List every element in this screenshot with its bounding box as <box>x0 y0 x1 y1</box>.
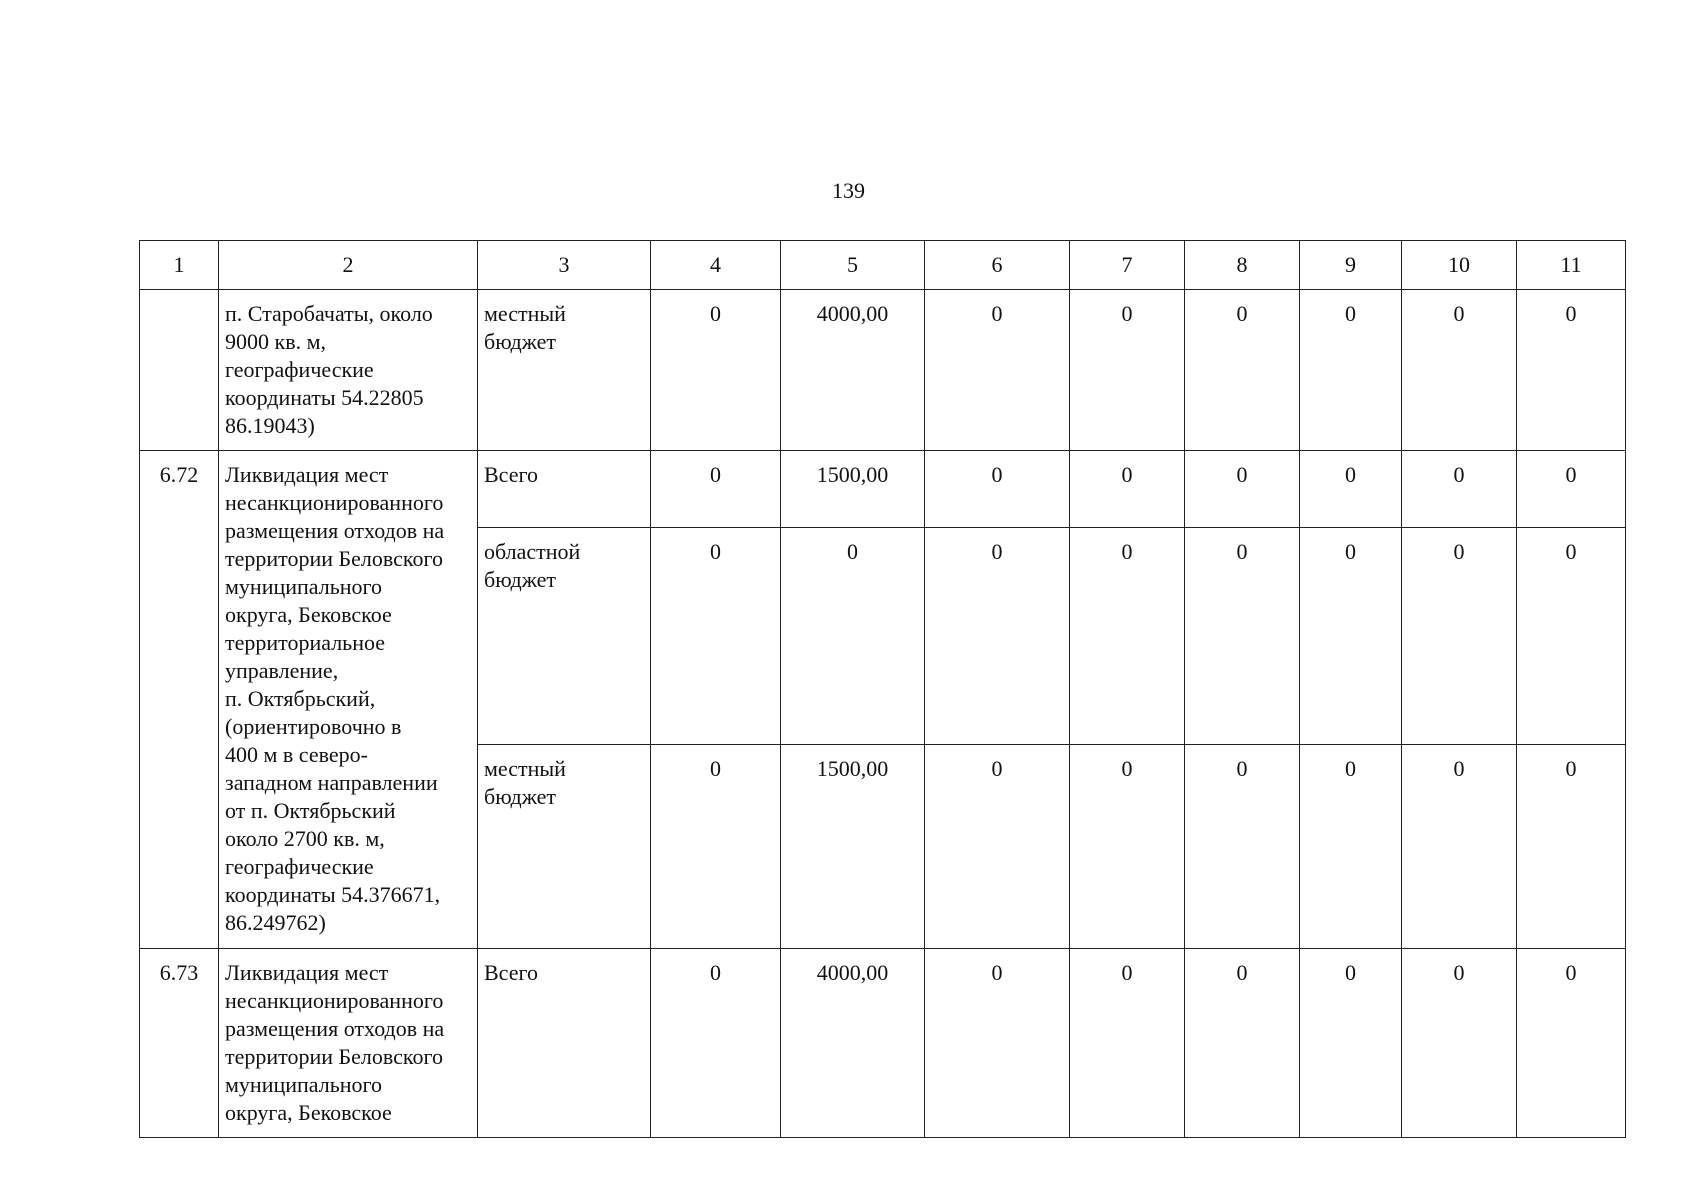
value-cell: 0 <box>1185 528 1300 745</box>
description-cell: п. Старобачаты, около 9000 кв. м, географические координаты 54.22805 86.19043) <box>219 290 478 451</box>
header-cell: 3 <box>478 241 651 290</box>
funding-source-cell: местный бюджет <box>478 745 651 949</box>
header-cell: 9 <box>1300 241 1402 290</box>
header-cell: 2 <box>219 241 478 290</box>
value-cell: 0 <box>1070 949 1185 1138</box>
value-cell: 0 <box>1070 528 1185 745</box>
page-number: 139 <box>832 178 865 203</box>
value-cell: 0 <box>651 949 781 1138</box>
value-cell: 0 <box>1185 290 1300 451</box>
value-cell: 0 <box>651 745 781 949</box>
table-row <box>140 949 1626 1138</box>
header-cell: 11 <box>1517 241 1626 290</box>
value-cell: 0 <box>1185 745 1300 949</box>
value-cell: 0 <box>781 528 925 745</box>
value-cell: 0 <box>1300 290 1402 451</box>
value-cell: 4000,00 <box>781 290 925 451</box>
header-cell: 6 <box>925 241 1070 290</box>
table-header-row <box>140 241 1626 290</box>
value-cell: 0 <box>1070 745 1185 949</box>
value-cell: 0 <box>1402 528 1517 745</box>
header-cell: 4 <box>651 241 781 290</box>
value-cell: 0 <box>1517 745 1626 949</box>
value-cell: 0 <box>651 290 781 451</box>
header-cell: 1 <box>140 241 219 290</box>
value-cell: 4000,00 <box>781 949 925 1138</box>
value-cell: 0 <box>1300 949 1402 1138</box>
funding-source-cell: областной бюджет <box>478 528 651 745</box>
funding-source-cell: местный бюджет <box>478 290 651 451</box>
value-cell: 0 <box>651 451 781 528</box>
value-cell: 0 <box>1402 745 1517 949</box>
value-cell: 0 <box>1185 451 1300 528</box>
value-cell: 0 <box>1070 290 1185 451</box>
value-cell: 0 <box>925 451 1070 528</box>
value-cell: 0 <box>1517 528 1626 745</box>
value-cell: 0 <box>1517 949 1626 1138</box>
value-cell: 0 <box>1300 528 1402 745</box>
header-cell: 5 <box>781 241 925 290</box>
header-cell: 8 <box>1185 241 1300 290</box>
value-cell: 0 <box>1070 451 1185 528</box>
description-cell: Ликвидация мест несанкционированного размещения отходов на территории Беловского муниципального округа, Бековское территориальное управление, п. Октябрьский, (ориентировочно в 400 м в северо- западном направлении от п. Октябрьский около 2700 кв. м, географические координаты 54.376671, 86.249762) <box>219 451 478 949</box>
value-cell: 0 <box>1517 290 1626 451</box>
value-cell: 1500,00 <box>781 745 925 949</box>
budget-table <box>139 240 1626 1138</box>
value-cell: 0 <box>1402 949 1517 1138</box>
value-cell: 0 <box>1517 451 1626 528</box>
value-cell: 0 <box>925 949 1070 1138</box>
value-cell: 0 <box>925 745 1070 949</box>
funding-source-cell: Всего <box>478 949 651 1138</box>
header-cell: 10 <box>1402 241 1517 290</box>
value-cell: 0 <box>651 528 781 745</box>
value-cell: 0 <box>1402 451 1517 528</box>
value-cell: 1500,00 <box>781 451 925 528</box>
funding-source-cell: Всего <box>478 451 651 528</box>
header-cell: 7 <box>1070 241 1185 290</box>
table-row <box>140 290 1626 451</box>
row-number-cell: 6.72 <box>140 451 219 949</box>
value-cell: 0 <box>925 290 1070 451</box>
value-cell: 0 <box>925 528 1070 745</box>
row-number-cell: 6.73 <box>140 949 219 1138</box>
value-cell: 0 <box>1300 451 1402 528</box>
value-cell: 0 <box>1185 949 1300 1138</box>
value-cell: 0 <box>1402 290 1517 451</box>
value-cell: 0 <box>1300 745 1402 949</box>
row-number-cell <box>140 290 219 451</box>
description-cell: Ликвидация мест несанкционированного размещения отходов на территории Беловского муниципального округа, Бековское <box>219 949 478 1138</box>
table-row <box>140 451 1626 528</box>
